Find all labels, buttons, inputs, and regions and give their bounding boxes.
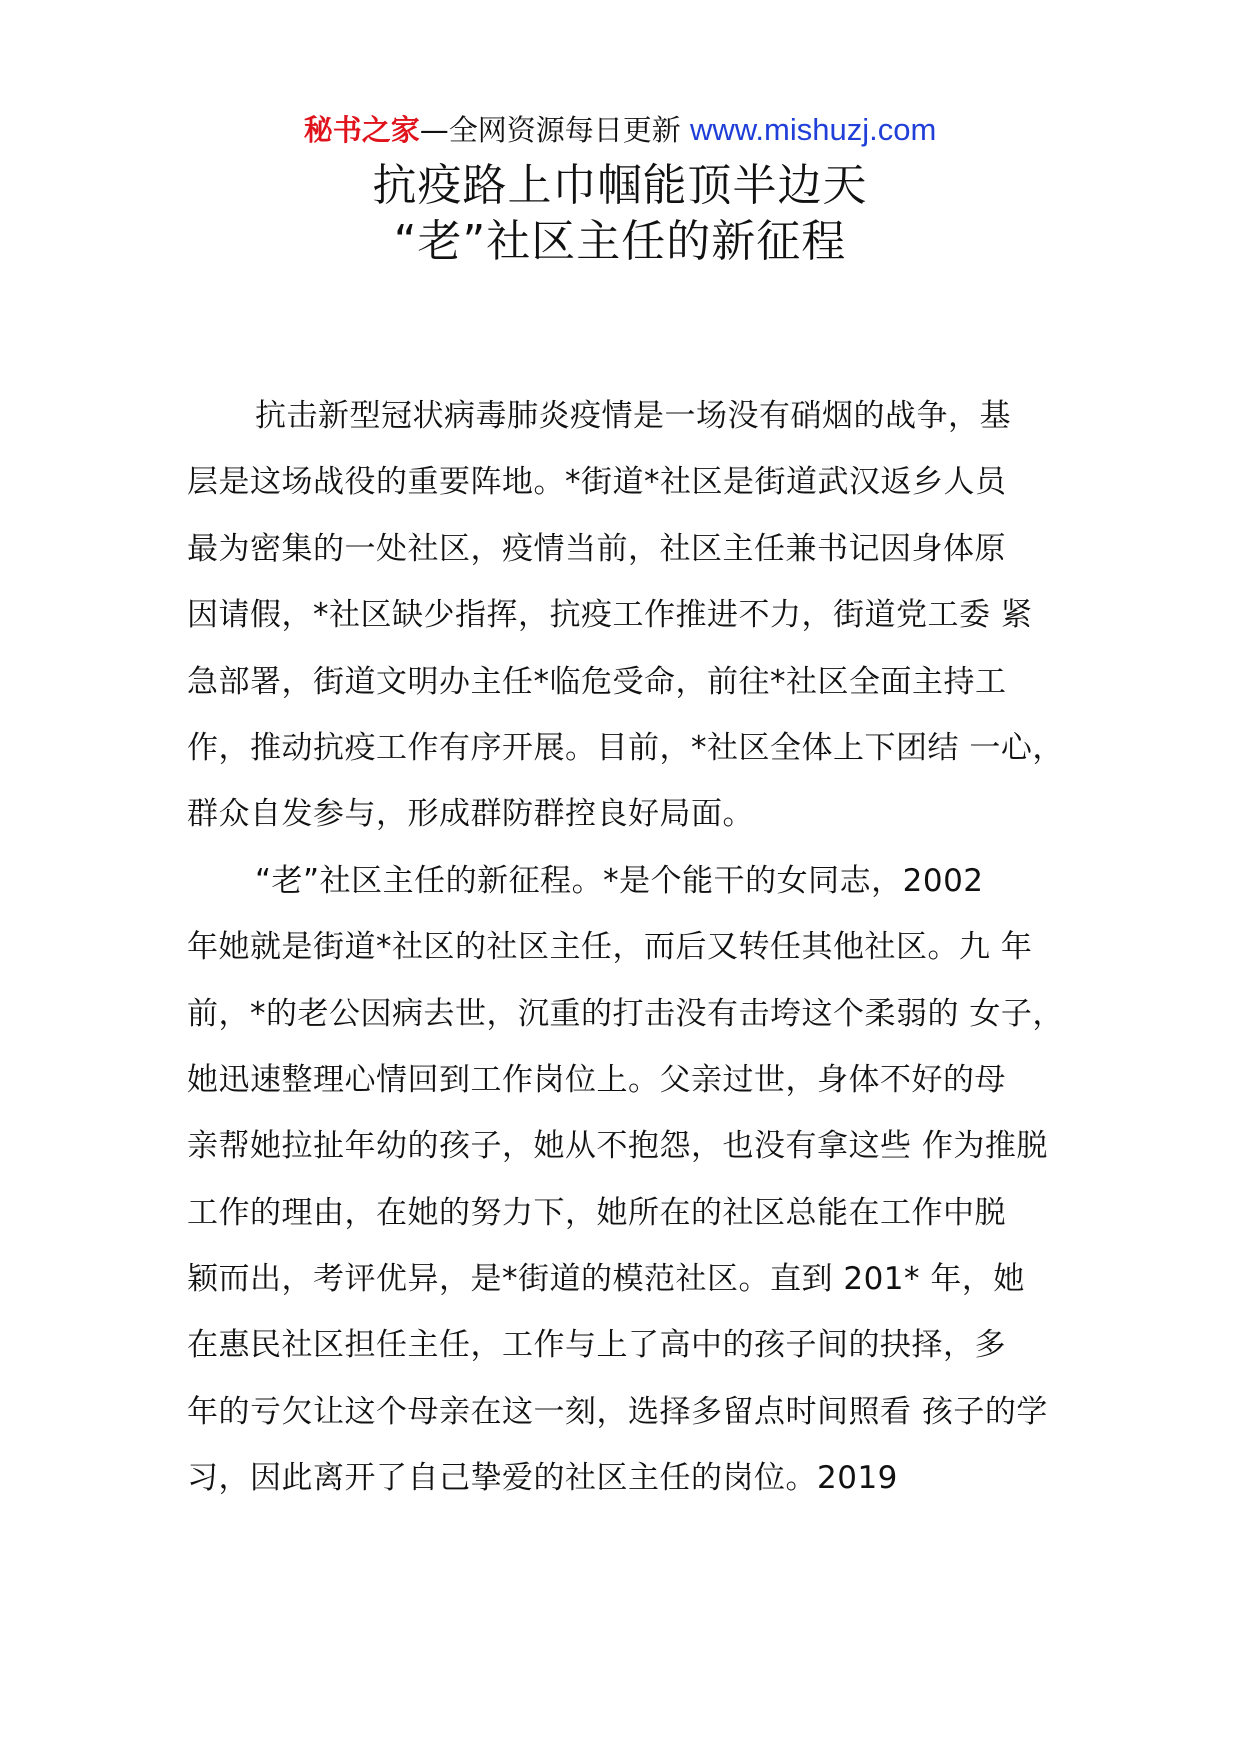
paragraph-line: 亲帮她拉扯年幼的孩子，她从不抱怨，也没有拿这些 作为推脱 [187,1128,1048,1165]
site-header [0,110,1240,150]
paragraph-line: 层是这场战役的重要阵地。*街道*社区是街道武汉返乡人员 [187,464,1007,501]
paragraph-line: “老”社区主任的新征程。*是个能干的女同志，2002 [255,862,984,899]
header-tagline: —全网资源每日更新 [419,113,690,147]
paragraph-line: 群众自发参与，形成群防群控良好局面。 [187,796,754,833]
paragraph-line: 工作的理由，在她的努力下，她所在的社区总能在工作中脱 [187,1194,1006,1231]
paragraph-line: 在惠民社区担任主任，工作与上了高中的孩子间的抉择，多 [187,1327,1006,1364]
paragraph-line: 颖而出，考评优异，是*街道的模范社区。直到 201* 年，她 [187,1261,1025,1298]
paragraph-line: 最为密集的一处社区，疫情当前，社区主任兼书记因身体原 [187,530,1006,567]
paragraph-line: 年的亏欠让这个母亲在这一刻，选择多留点时间照看 孩子的学 [187,1393,1048,1430]
brand-name: 秘书之家 [303,113,420,147]
paragraph-line: 年她就是街道*社区的社区主任，而后又转任其他社区。九 年 [187,929,1033,966]
document-body [187,383,1087,1512]
paragraph-line: 急部署，街道文明办主任*临危受命，前往*社区全面主持工 [187,663,1007,700]
paragraph-line: 她迅速整理心情回到工作岗位上。父亲过世，身体不好的母 [187,1061,1006,1098]
paragraph-line: 作，推动抗疫工作有序开展。目前，*社区全体上下团结 一心， [187,729,1064,766]
document-title: 抗疫路上巾帼能顶半边天 [372,160,868,211]
paragraph-line: 习，因此离开了自己挚爱的社区主任的岗位。2019 [187,1460,898,1497]
paragraph-line: 前，*的老公因病去世，沉重的打击没有击垮这个柔弱的 女子， [187,995,1064,1032]
paragraph-line: 因请假，*社区缺少指挥，抗疫工作推进不力，街道党工委 紧 [187,597,1033,634]
document-subtitle: “老”社区主任的新征程 [393,216,847,267]
paragraph-line: 抗击新型冠状病毒肺炎疫情是一场没有硝烟的战争，基 [255,398,1011,434]
site-url: www.mishuzj.com [689,112,937,147]
